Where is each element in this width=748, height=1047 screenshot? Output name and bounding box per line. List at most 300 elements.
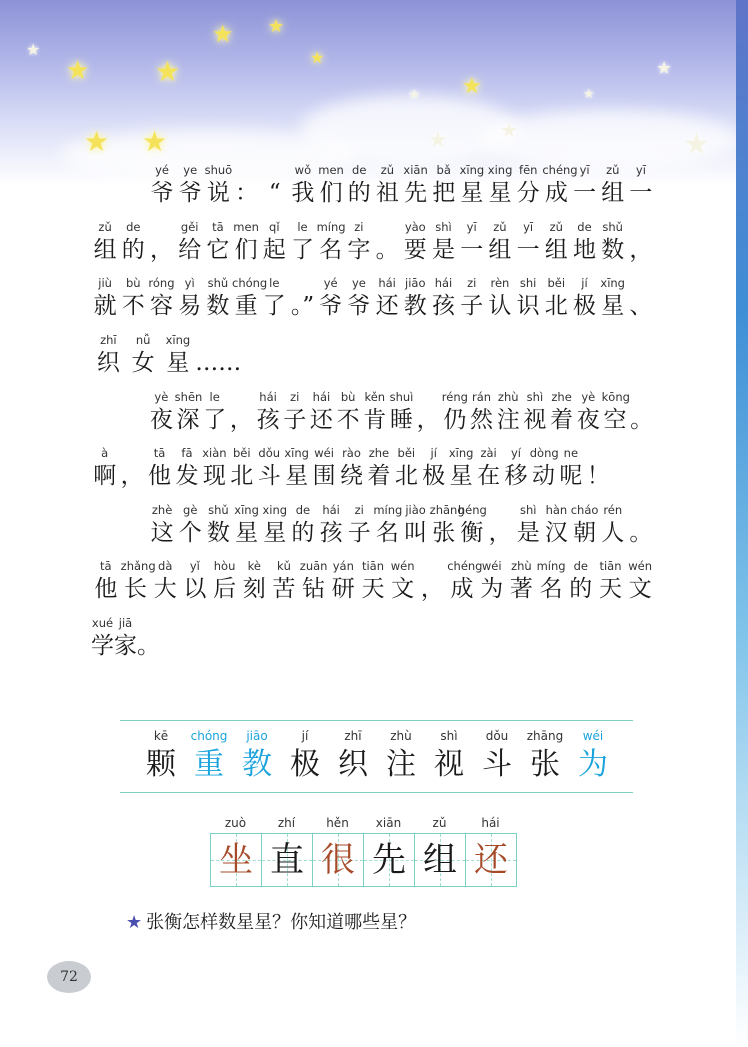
ruby-unit bbox=[373, 275, 401, 321]
hanzi: 是 bbox=[431, 237, 455, 263]
hanzi: 就 bbox=[93, 293, 117, 319]
pinyin: róng bbox=[148, 276, 175, 290]
writing-grid-cell bbox=[465, 833, 517, 887]
hanzi: 了 bbox=[203, 407, 227, 433]
ruby-unit bbox=[260, 275, 288, 321]
question-text: 张衡怎样数星星？你知道哪些星？ bbox=[146, 912, 417, 933]
ruby-unit bbox=[458, 275, 486, 321]
pinyin: à bbox=[101, 446, 109, 460]
writing-grid-cell bbox=[363, 833, 415, 887]
page-number: 72 bbox=[47, 961, 91, 993]
pinyin: wén bbox=[390, 559, 415, 573]
pinyin: hàn bbox=[545, 503, 568, 517]
ruby-unit bbox=[514, 162, 542, 208]
hanzi: 名 bbox=[375, 520, 399, 546]
pinyin: zhù bbox=[511, 559, 532, 573]
pinyin: zǔ bbox=[98, 220, 112, 234]
ruby-unit bbox=[507, 558, 537, 604]
ruby-unit bbox=[161, 332, 196, 378]
pinyin: xīng bbox=[284, 446, 309, 460]
ruby-unit bbox=[91, 445, 118, 491]
recognize-char bbox=[472, 727, 522, 785]
ruby-unit bbox=[176, 219, 204, 265]
pinyin: yí bbox=[511, 446, 522, 460]
pinyin: zhī bbox=[344, 729, 362, 743]
hanzi: 组 bbox=[93, 237, 117, 263]
pinyin: rào bbox=[342, 446, 361, 460]
hanzi: 他 bbox=[94, 576, 118, 602]
pinyin: shēn bbox=[174, 390, 203, 404]
hanzi: 北 bbox=[230, 463, 254, 489]
hanzi: 着 bbox=[367, 463, 391, 489]
pinyin: tiān bbox=[599, 559, 622, 573]
pinyin: dǒu bbox=[485, 729, 509, 743]
hanzi: 星 bbox=[488, 180, 512, 206]
ruby-unit bbox=[625, 558, 655, 604]
pinyin: shì bbox=[519, 503, 537, 517]
pinyin: zi bbox=[354, 220, 364, 234]
hanzi: 家 bbox=[114, 633, 137, 659]
ruby-unit bbox=[91, 332, 126, 378]
recognize-char bbox=[520, 727, 570, 785]
pinyin: wéi bbox=[582, 729, 604, 743]
hanzi: ， bbox=[416, 407, 440, 433]
hanzi: 苦 bbox=[272, 576, 296, 602]
hanzi: 易 bbox=[178, 293, 202, 319]
ruby-unit bbox=[599, 219, 627, 265]
pinyin: hěn bbox=[326, 816, 349, 830]
hanzi: 以 bbox=[183, 576, 207, 602]
pinyin bbox=[627, 502, 655, 518]
ruby-unit bbox=[530, 445, 557, 491]
hanzi: 名 bbox=[319, 237, 343, 263]
pinyin: zhí bbox=[277, 816, 296, 830]
ruby-unit bbox=[310, 445, 337, 491]
ruby-unit bbox=[486, 162, 514, 208]
hanzi: 颗 bbox=[146, 747, 176, 782]
hanzi: 然 bbox=[470, 407, 494, 433]
hanzi: 啊 bbox=[93, 463, 117, 489]
ruby-unit bbox=[570, 219, 598, 265]
hanzi: 研 bbox=[331, 576, 355, 602]
hanzi: 子 bbox=[347, 520, 371, 546]
pinyin: ne bbox=[563, 446, 579, 460]
ruby-unit bbox=[148, 162, 176, 208]
hanzi: 了 bbox=[262, 293, 286, 319]
hanzi: 把 bbox=[432, 180, 456, 206]
hanzi: 文 bbox=[391, 576, 415, 602]
pinyin: hái bbox=[259, 390, 277, 404]
passage-line bbox=[0, 558, 748, 614]
ruby-unit bbox=[260, 219, 288, 265]
pinyin: nǚ bbox=[135, 333, 151, 347]
ruby-unit bbox=[175, 389, 202, 435]
pinyin: wéi bbox=[481, 559, 502, 573]
ruby-unit bbox=[204, 502, 232, 548]
hanzi: 文 bbox=[628, 576, 652, 602]
hanzi: 人 bbox=[601, 520, 625, 546]
pinyin: zhī bbox=[100, 333, 117, 347]
pinyin bbox=[228, 389, 255, 405]
pinyin: fā bbox=[181, 446, 193, 460]
hanzi: 认 bbox=[488, 293, 512, 319]
ruby-unit bbox=[317, 162, 345, 208]
hanzi: 视 bbox=[523, 407, 547, 433]
hanzi: 呢 bbox=[559, 463, 583, 489]
ruby-unit bbox=[495, 389, 522, 435]
pinyin: zǔ bbox=[380, 163, 395, 177]
pinyin: de bbox=[295, 503, 311, 517]
ruby-unit bbox=[628, 389, 655, 435]
hanzi: 们 bbox=[319, 180, 343, 206]
hanzi: 移 bbox=[504, 463, 528, 489]
ruby-unit bbox=[120, 558, 156, 604]
pinyin: tā bbox=[100, 559, 112, 573]
ruby-unit bbox=[458, 502, 486, 548]
pinyin bbox=[627, 219, 655, 235]
pinyin bbox=[628, 389, 655, 405]
pinyin: de bbox=[573, 559, 588, 573]
hanzi: 一 bbox=[460, 237, 484, 263]
pinyin: zhāng bbox=[526, 729, 564, 743]
pinyin: réng bbox=[441, 390, 468, 404]
pinyin: kěn bbox=[364, 390, 386, 404]
pinyin: chéng bbox=[447, 559, 483, 573]
hanzi: 织 bbox=[338, 747, 368, 782]
recognize-char bbox=[376, 727, 426, 785]
hanzi: 为 bbox=[578, 747, 608, 782]
hanzi: 名 bbox=[539, 576, 563, 602]
hanzi: 的 bbox=[121, 237, 145, 263]
pinyin: yī bbox=[523, 220, 534, 234]
hanzi: 教 bbox=[242, 747, 272, 782]
pinyin: wǒ bbox=[294, 163, 312, 177]
hanzi: 地 bbox=[572, 237, 596, 263]
ruby-unit bbox=[173, 445, 200, 491]
star-icon: ★ bbox=[26, 40, 41, 59]
pinyin: chóng bbox=[190, 729, 228, 743]
hanzi: 祖 bbox=[375, 180, 399, 206]
ruby-unit bbox=[430, 162, 458, 208]
hanzi: 一 bbox=[629, 180, 653, 206]
pinyin: zài bbox=[480, 446, 497, 460]
ruby-unit bbox=[401, 219, 429, 265]
hanzi: 深 bbox=[176, 407, 200, 433]
pinyin: shì bbox=[435, 220, 452, 234]
hanzi: 先 bbox=[404, 180, 428, 206]
ruby-unit bbox=[232, 275, 268, 321]
ruby-unit bbox=[91, 219, 119, 265]
ruby-unit bbox=[442, 389, 469, 435]
hanzi: 组 bbox=[423, 840, 457, 880]
recognize-bottom-rule bbox=[120, 792, 633, 793]
hanzi: 肯 bbox=[363, 407, 387, 433]
ruby-unit bbox=[114, 615, 137, 661]
ruby-unit bbox=[299, 558, 329, 604]
ruby-unit bbox=[514, 275, 542, 321]
pinyin: kē bbox=[153, 729, 169, 743]
hanzi: 星 bbox=[449, 463, 473, 489]
hanzi: 围 bbox=[312, 463, 336, 489]
writing-grid-cell bbox=[210, 833, 262, 887]
ruby-unit bbox=[468, 389, 495, 435]
pinyin bbox=[415, 389, 442, 405]
ruby-unit bbox=[137, 615, 160, 661]
pinyin: shuō bbox=[204, 163, 233, 177]
hanzi: 绕 bbox=[339, 463, 363, 489]
ruby-unit bbox=[477, 558, 507, 604]
ruby-unit bbox=[475, 445, 502, 491]
ruby-unit bbox=[536, 558, 566, 604]
ruby-unit bbox=[289, 162, 317, 208]
hanzi: 爷 bbox=[150, 180, 174, 206]
hanzi: 组 bbox=[544, 237, 568, 263]
pinyin: rán bbox=[472, 390, 492, 404]
hanzi: 字 bbox=[347, 237, 371, 263]
ruby-unit bbox=[201, 445, 228, 491]
hanzi: 还 bbox=[474, 840, 508, 880]
pinyin: yǐ bbox=[189, 559, 200, 573]
pinyin: míng bbox=[373, 503, 403, 517]
hanzi: 教 bbox=[403, 293, 427, 319]
hanzi: 北 bbox=[394, 463, 418, 489]
recognize-char bbox=[424, 727, 474, 785]
hanzi: 星 bbox=[285, 463, 309, 489]
ruby-unit bbox=[542, 275, 570, 321]
hanzi: 一 bbox=[516, 237, 540, 263]
ruby-unit bbox=[599, 502, 627, 548]
hanzi: 着 bbox=[550, 407, 574, 433]
ruby-unit bbox=[317, 502, 345, 548]
ruby-unit bbox=[201, 389, 228, 435]
hanzi: 数 bbox=[206, 520, 230, 546]
pinyin: jí bbox=[581, 276, 588, 290]
pinyin: zuò bbox=[224, 816, 247, 830]
hanzi: 汉 bbox=[544, 520, 568, 546]
ruby-unit bbox=[401, 275, 429, 321]
hanzi: 孩 bbox=[319, 520, 343, 546]
pinyin: bù bbox=[340, 390, 356, 404]
pinyin: héng bbox=[457, 503, 487, 517]
pinyin: xing bbox=[262, 503, 288, 517]
ruby-unit bbox=[261, 162, 289, 208]
ruby-unit bbox=[596, 558, 626, 604]
ruby-unit bbox=[570, 275, 598, 321]
pinyin: xing bbox=[487, 163, 513, 177]
ruby-unit bbox=[429, 219, 457, 265]
pinyin: zǔ bbox=[493, 220, 507, 234]
pinyin: cháo bbox=[570, 503, 599, 517]
pinyin bbox=[585, 445, 612, 461]
hanzi: 刻 bbox=[242, 576, 266, 602]
hanzi: 。 bbox=[137, 633, 160, 659]
pinyin: jiào bbox=[405, 503, 426, 517]
pinyin: zuān bbox=[299, 559, 328, 573]
pinyin: xīng bbox=[165, 333, 191, 347]
ruby-unit bbox=[361, 389, 388, 435]
hanzi: 数 bbox=[601, 237, 625, 263]
pinyin: běi bbox=[547, 276, 566, 290]
ruby-unit bbox=[256, 445, 283, 491]
recognize-char bbox=[232, 727, 282, 785]
pinyin: kè bbox=[247, 559, 261, 573]
ruby-unit bbox=[119, 275, 147, 321]
pinyin: zi bbox=[354, 503, 364, 517]
pinyin: xué bbox=[91, 616, 114, 630]
hanzi: 。 bbox=[629, 520, 653, 546]
pinyin: dà bbox=[158, 559, 173, 573]
hanzi: 女 bbox=[131, 350, 155, 376]
hanzi: 夜 bbox=[576, 407, 600, 433]
ruby-unit bbox=[557, 445, 584, 491]
night-sky-illustration bbox=[0, 0, 748, 185]
hanzi: 不 bbox=[121, 293, 145, 319]
star-icon: ★ bbox=[268, 16, 285, 37]
ruby-unit bbox=[91, 615, 114, 661]
ruby-unit bbox=[147, 219, 175, 265]
ruby-unit bbox=[308, 389, 335, 435]
ruby-unit bbox=[402, 162, 430, 208]
star-icon: ★ bbox=[142, 125, 168, 158]
hanzi: ， bbox=[629, 237, 653, 263]
ruby-unit bbox=[281, 389, 308, 435]
passage-line bbox=[0, 502, 748, 558]
pinyin: ye bbox=[183, 163, 198, 177]
hanzi: ！ bbox=[586, 463, 610, 489]
ruby-unit bbox=[338, 445, 365, 491]
pinyin: shì bbox=[440, 729, 458, 743]
ruby-unit bbox=[255, 389, 282, 435]
ruby-unit bbox=[627, 219, 655, 265]
hanzi: 孩 bbox=[431, 293, 455, 319]
pinyin: zi bbox=[467, 276, 477, 290]
recognize-char bbox=[280, 727, 330, 785]
pinyin: yè bbox=[154, 390, 169, 404]
hanzi: 爷 bbox=[178, 180, 202, 206]
ruby-unit bbox=[571, 162, 599, 208]
ruby-unit bbox=[373, 162, 401, 208]
hanzi: …… bbox=[195, 350, 242, 376]
star-icon: ★ bbox=[66, 56, 90, 86]
passage-line bbox=[0, 445, 748, 501]
ruby-unit bbox=[599, 275, 627, 321]
ruby-unit bbox=[345, 219, 373, 265]
ruby-unit bbox=[627, 502, 655, 548]
pinyin: shuì bbox=[389, 390, 414, 404]
pinyin: xiān bbox=[403, 163, 428, 177]
ruby-unit bbox=[429, 275, 457, 321]
star-icon: ★ bbox=[408, 87, 421, 103]
pinyin: jiù bbox=[98, 276, 112, 290]
hanzi: 这 bbox=[150, 520, 174, 546]
pinyin: jí bbox=[430, 446, 437, 460]
hanzi: 。 bbox=[375, 237, 399, 263]
pinyin: jiā bbox=[118, 616, 133, 630]
hanzi: 空 bbox=[603, 407, 627, 433]
hanzi: 一 bbox=[573, 180, 597, 206]
hanzi: 直 bbox=[270, 840, 304, 880]
hanzi: 他 bbox=[148, 463, 172, 489]
hanzi: 、 bbox=[629, 293, 653, 319]
ruby-unit bbox=[269, 558, 299, 604]
ruby-unit bbox=[599, 162, 627, 208]
pinyin: bǎ bbox=[436, 163, 451, 177]
pinyin: shì bbox=[526, 390, 544, 404]
pinyin: zhe bbox=[368, 446, 390, 460]
pinyin: kǔ bbox=[276, 559, 291, 573]
star-icon: ★ bbox=[84, 125, 110, 158]
pinyin bbox=[261, 162, 289, 178]
hanzi: 是 bbox=[516, 520, 540, 546]
star-icon: ★ bbox=[583, 87, 595, 102]
pinyin: yī bbox=[635, 163, 646, 177]
ruby-unit bbox=[204, 275, 232, 321]
pinyin: dòng bbox=[529, 446, 559, 460]
pinyin: yī bbox=[579, 163, 590, 177]
ruby-unit bbox=[232, 219, 260, 265]
pinyin: fēn bbox=[519, 163, 538, 177]
pinyin: xiàn bbox=[202, 446, 227, 460]
ruby-unit bbox=[119, 219, 147, 265]
pinyin: shǔ bbox=[207, 276, 229, 290]
pinyin: xiān bbox=[375, 816, 402, 830]
pinyin: hòu bbox=[213, 559, 236, 573]
ruby-unit bbox=[388, 389, 415, 435]
hanzi: ， bbox=[120, 463, 144, 489]
pinyin: ye bbox=[351, 276, 366, 290]
hanzi: 分 bbox=[516, 180, 540, 206]
pinyin: shǔ bbox=[208, 503, 229, 517]
ruby-unit bbox=[233, 502, 261, 548]
star-icon: ★ bbox=[656, 58, 673, 79]
hanzi: 的 bbox=[569, 576, 593, 602]
pinyin: míng bbox=[316, 220, 346, 234]
writing-grid-cell bbox=[312, 833, 364, 887]
hanzi: 现 bbox=[202, 463, 226, 489]
star-icon: ★ bbox=[126, 912, 143, 933]
pinyin: yè bbox=[581, 390, 596, 404]
passage-line bbox=[0, 275, 748, 331]
pinyin: gè bbox=[183, 503, 198, 517]
hanzi: 织 bbox=[96, 350, 120, 376]
pinyin: bù bbox=[125, 276, 141, 290]
pinyin: gěi bbox=[180, 220, 199, 234]
ruby-unit bbox=[228, 389, 255, 435]
recognize-char bbox=[568, 727, 618, 785]
pinyin: le bbox=[297, 220, 308, 234]
ruby-unit bbox=[585, 445, 612, 491]
ruby-unit bbox=[335, 389, 362, 435]
pinyin bbox=[627, 275, 655, 291]
ruby-unit bbox=[388, 558, 418, 604]
hanzi: ， bbox=[420, 576, 444, 602]
pinyin: zhè bbox=[151, 503, 173, 517]
hanzi: 注 bbox=[496, 407, 520, 433]
ruby-unit bbox=[146, 445, 173, 491]
pinyin: hái bbox=[434, 276, 453, 290]
ruby-unit bbox=[91, 275, 119, 321]
hanzi: 子 bbox=[460, 293, 484, 319]
ruby-unit bbox=[358, 558, 388, 604]
hanzi: 重 bbox=[234, 293, 258, 319]
pinyin: le bbox=[209, 390, 220, 404]
star-icon: ★ bbox=[310, 48, 325, 67]
pinyin: zhǎng bbox=[120, 559, 156, 573]
pinyin: běi bbox=[397, 446, 416, 460]
ruby-unit bbox=[176, 162, 204, 208]
hanzi: 给 bbox=[178, 237, 202, 263]
pinyin: yán bbox=[332, 559, 354, 573]
